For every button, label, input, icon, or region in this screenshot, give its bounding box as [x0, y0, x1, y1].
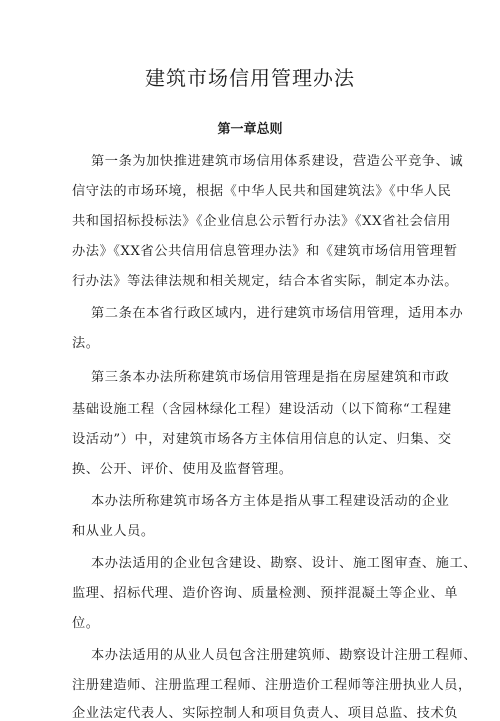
- text-line: 第一条为加快推进建筑市场信用体系建设，营造公平竞争、诚: [91, 154, 464, 169]
- text-line: 本办法适用的企业包含建设、勘察、设计、施工图审查、施工、: [91, 556, 478, 571]
- text-line: 注册建造师、注册监理工程师、注册造价工程师等注册执业人员，: [72, 678, 472, 693]
- text-line: 位。: [72, 616, 100, 631]
- chapter-heading: 第一章总则: [217, 122, 283, 137]
- text-line: 第二条在本省行政区域内，进行建筑市场信用管理，适用本办: [91, 306, 464, 321]
- text-line: 基础设施工程（含园林绿化工程）建设活动（以下简称“工程建: [72, 402, 452, 417]
- text-line: 法。: [72, 336, 100, 351]
- text-line: 本办法所称建筑市场各方主体是指从事工程建设活动的企业: [91, 494, 450, 509]
- text-line: 第三条本办法所称建筑市场信用管理是指在房屋建筑和市政: [91, 370, 450, 385]
- text-line: 本办法适用的从业人员包含注册建筑师、勘察设计注册工程师、: [91, 648, 478, 663]
- text-line: 共和国招标投标法》《企业信息公示暂行办法》《XX省社会信用: [72, 214, 452, 229]
- text-line: 设活动”）中，对建筑市场各方主体信用信息的认定、归集、交: [72, 432, 452, 447]
- text-line: 行办法》等法律法规和相关规定，结合本省实际，制定本办法。: [72, 274, 459, 289]
- text-line: 和从业人员。: [72, 524, 155, 539]
- text-line: 企业法定代表人、实际控制人和项目负责人、项目总监、技术负: [72, 706, 459, 721]
- text-line: 信守法的市场环境，根据《中华人民共和国建筑法》《中华人民: [72, 184, 452, 199]
- document-title: 建筑市场信用管理办法: [145, 66, 355, 90]
- text-line: 办法》《XX省公共信用信息管理办法》和《建筑市场信用管理暂: [72, 244, 458, 259]
- text-line: 换、公开、评价、使用及监督管理。: [72, 462, 293, 477]
- text-line: 监理、招标代理、造价咨询、质量检测、预拌混凝土等企业、单: [72, 586, 459, 601]
